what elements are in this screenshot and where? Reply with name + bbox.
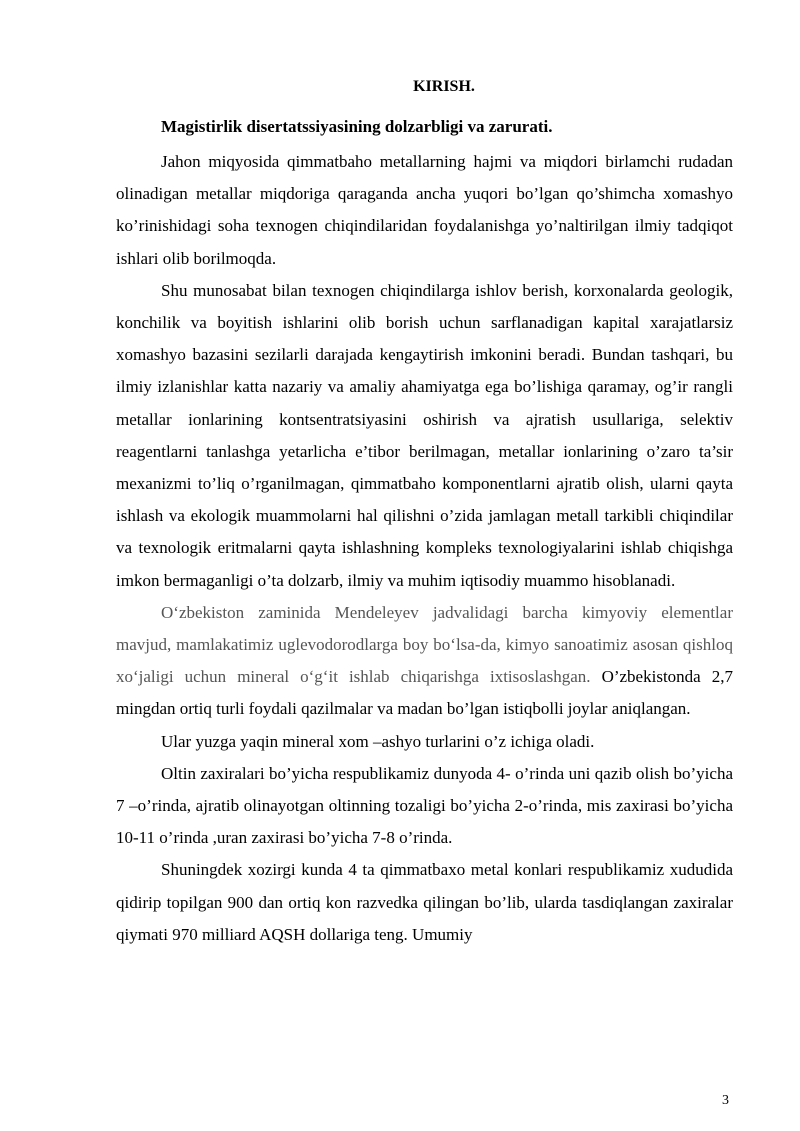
paragraph-4: Ular yuzga yaqin mineral xom –ashyo turlarini o’z ichiga oladi. xyxy=(161,731,595,751)
page-heading: KIRISH. xyxy=(413,78,475,95)
paragraph-3 xyxy=(116,597,733,726)
paragraph-1: Jahon miqyosida qimmatbaho metallarning hajmi va miqdori birlamchi rudadan olinadigan metallar miqdoriga qaraganda ancha yuqori bo’lgan qo’shimcha xomashyo ko’rinishidagi soha texnogen chiqindilaridan foydalanishga yo’naltirilgan ilmiy tadqiqot ishlari olib borilmoqda. xyxy=(116,152,733,268)
paragraph-2: Shu munosabat bilan texnogen chiqindilarga ishlov berish, korxonalarda geologik, konchilik va boyitish ishlarini olib borish uchun sarflanadigan kapital xarajatlarsiz xomashyo bazasini sezilarli darajada kengaytirish imkonini beradi. Bundan tashqari, bu ilmiy izlanishlar katta nazariy va amaliy ahamiyatga ega bo’lishiga qaramay, og’ir rangli metallar ionlarining kontsentratsiyasini oshirish va ajratish usullariga, selektiv reagentlarni tanlashga yetarlicha e’tibor berilmagan, metallar ionlarining o’zaro ta’sir mexanizmi to’liq o’rganilmagan, qimmatbaho komponentlarni ajratib olish, ularni qayta ishlash va ekologik muammolarni hal qilishni o’zida jamlagan metall tarkibli chiqindilar va texnologik eritmalarni qayta ishlashning kompleks texnologiyalarini ishlab chiqishga imkon bermaganligi o’ta dolzarb, ilmiy va muhim iqtisodiy muammo hisoblanadi. xyxy=(116,280,733,590)
page-number: 3 xyxy=(722,1093,729,1108)
paragraph-5: Oltin zaxiralari bo’yicha respublikamiz dunyoda 4- o’rinda uni qazib olish bo’yicha 7 –o’rinda, ajratib olinayotgan oltinning tozaligi bo’yicha 2-o’rinda, mis zaxirasi bo’yicha 10-11 o’rinda ,uran zaxirasi bo’yicha 7-8 o’rinda. xyxy=(116,763,733,848)
paragraph-6: Shuningdek xozirgi kunda 4 ta qimmatbaxo metal konlari respublikamiz xududida qidirip topilgan 900 dan ortiq kon razvedka qilingan bo’lib, ularda tasdiqlangan zaxiralar qiymati 970 milliard AQSH dollariga teng. Umumiy xyxy=(116,860,733,944)
paragraph-3-main-part: O’zbekistonda 2,7 mingdan ortiq turli foydali qazilmalar va madan bo’lgan istiqbolli joylar aniqlangan. xyxy=(116,667,733,719)
body-text xyxy=(116,146,733,951)
section-subheading: Magistirlik disertatssiyasining dolzarbligi va zarurati. xyxy=(161,117,553,136)
paragraph-3-quoted-part: O‘zbekiston zaminida Mendeleyev jadvalidagi barcha kimyoviy elementlar mavjud, mamlakatimiz uglevodorodlarga boy bo‘lsa-da, kimyo sanoatimiz asosan qishloq xo‘jaligi uchun mineral o‘g‘it ishlab chiqarishga ixtisoslashgan. xyxy=(116,602,733,687)
